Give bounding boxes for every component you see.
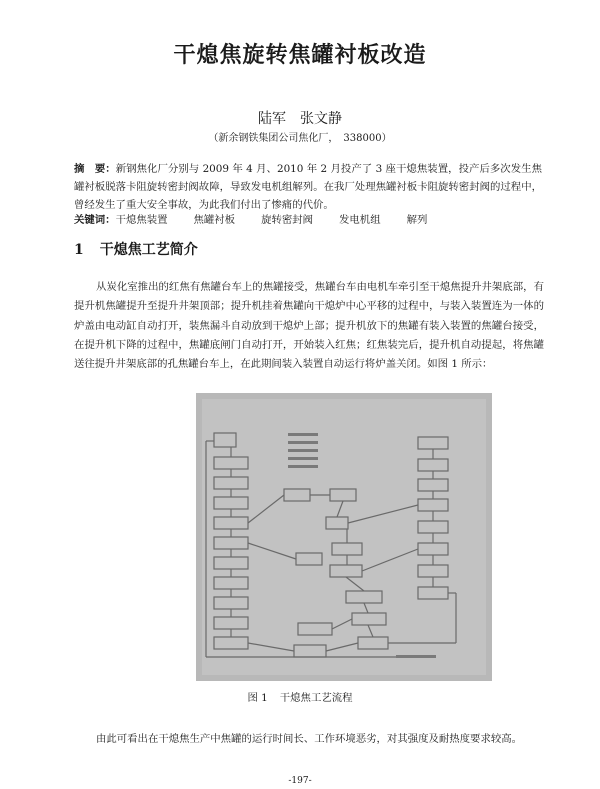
keyword: 旋转密封阀 bbox=[261, 214, 314, 226]
section-paragraph: 从炭化室推出的红焦有焦罐台车上的焦罐接受，焦罐台车由电机车牵引至干熄焦提升井架底部，有提升机焦罐提升至提升井架顶部；提升机挂着焦罐向干熄炉中心平移的过程中，与装入装置连为一体的炉盖由电动缸自动打开，装焦漏斗自动放到干熄炉上部；提升机放下的焦罐有装入装置的焦罐台接受，在提升机下降的过程中，焦罐底闸门自动打开，开始装入红焦；红焦装完后，提升机自动提起，将焦罐送往提升井架底部的孔焦罐台车上，在此期间装入装置自动运行将炉盖关闭。如图 1 所示： bbox=[74, 281, 544, 371]
figure-caption-text: 干熄焦工艺流程 bbox=[279, 692, 353, 704]
abstract-label: 摘 要： bbox=[74, 163, 116, 175]
abstract-text: 新钢焦化厂分别与 2009 年 4 月、2010 年 2 月投产了 3 座干熄焦装置，投产后多次发生焦罐衬板脱落卡阻旋转密封阀故障，导致发电机组解列。在我厂处理焦罐衬板卡阻旋转密封阀的过程中，曾经发生了重大安全事故，为此我们付出了惨痛的代价。 bbox=[74, 163, 543, 211]
process-flow-figure bbox=[196, 393, 492, 681]
keywords-label: 关键词： bbox=[74, 214, 116, 226]
paper-title: 干熄焦旋转焦罐衬板改造 bbox=[173, 42, 427, 68]
closing-paragraph: 由此可看出在干熄焦生产中焦罐的运行时间长、工作环境恶劣，对其强度及耐热度要求较高。 bbox=[96, 733, 523, 745]
page-number: -197- bbox=[288, 776, 312, 786]
section-heading bbox=[74, 239, 198, 259]
paper-authors: 陆军 张文静 bbox=[258, 111, 342, 127]
keyword: 发电机组 bbox=[339, 214, 381, 226]
keywords bbox=[74, 212, 542, 228]
figure-caption bbox=[0, 689, 600, 704]
keyword: 焦罐衬板 bbox=[193, 214, 236, 226]
flowchart-image bbox=[196, 393, 492, 681]
section-number: 1 bbox=[74, 242, 84, 258]
keyword: 干熄焦装置 bbox=[115, 214, 168, 226]
paper-affiliation: （新余钢铁集团公司焦化厂， 338000） bbox=[208, 133, 392, 144]
figure-label: 图 1 bbox=[247, 692, 268, 704]
abstract bbox=[74, 160, 542, 214]
keyword: 解列 bbox=[406, 214, 428, 226]
section-title: 干熄焦工艺简介 bbox=[99, 242, 198, 258]
